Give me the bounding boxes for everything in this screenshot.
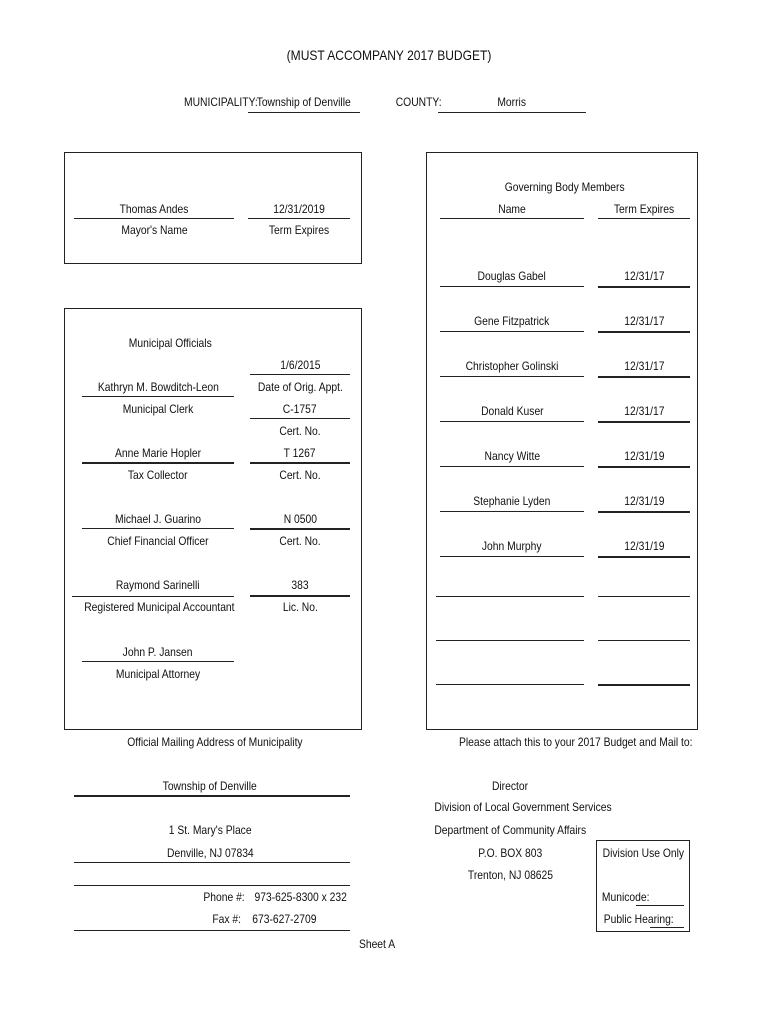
member-term-line <box>598 421 690 423</box>
member-term: 12/31/19 <box>623 494 665 508</box>
governing-term-header: Term Expires <box>613 202 675 216</box>
governing-blank-line <box>436 684 584 685</box>
rma-lic-label: Lic. No. <box>282 600 318 614</box>
member-term-line <box>598 331 690 333</box>
cfo-role: Chief Financial Officer <box>107 534 209 548</box>
clerk-name: Kathryn M. Bowditch-Leon <box>97 380 219 394</box>
member-term: 12/31/19 <box>623 449 665 463</box>
member-term: 12/31/19 <box>623 539 665 553</box>
governing-blank-line <box>436 640 584 641</box>
rma-name-line <box>72 596 234 597</box>
tax-cert: T 1267 <box>284 446 316 460</box>
governing-name-header-line <box>440 218 584 219</box>
municipality-label: MUNICIPALITY: <box>184 95 258 109</box>
tax-cert-label: Cert. No. <box>279 468 321 482</box>
public-hearing-line <box>650 927 684 928</box>
public-hearing-label: Public Hearing: <box>603 912 674 926</box>
mayor-name-label: Mayor's Name <box>120 223 188 237</box>
rma-role: Registered Municipal Accountant <box>84 600 235 614</box>
attorney-role: Municipal Attorney <box>115 667 201 681</box>
member-term-line <box>598 511 690 513</box>
mayor-name: Thomas Andes <box>119 202 189 216</box>
municode-line <box>636 905 684 906</box>
phone-value: 973-625-8300 x 232 <box>254 890 347 904</box>
rma-lic: 383 <box>291 578 309 592</box>
governing-blank-line <box>598 640 690 641</box>
mailing-city-line <box>74 862 350 863</box>
cfo-name-line <box>82 528 234 529</box>
clerk-date-label: Date of Orig. Appt. <box>257 380 343 394</box>
county-value: Morris <box>497 95 527 109</box>
municipality-underline <box>248 112 360 113</box>
member-name: John Murphy <box>482 539 542 553</box>
governing-term-header-line <box>598 218 690 219</box>
clerk-cert-line <box>250 418 350 419</box>
tax-cert-line <box>250 462 350 464</box>
page-title: (MUST ACCOMPANY 2017 BUDGET) <box>286 47 492 63</box>
tax-role: Tax Collector <box>128 468 188 482</box>
member-name: Nancy Witte <box>484 449 540 463</box>
sheet-label: Sheet A <box>358 937 396 951</box>
member-term-line <box>598 466 690 468</box>
mailing-name: Township of Denville <box>162 779 258 793</box>
county-underline <box>438 112 586 113</box>
officials-title: Municipal Officials <box>128 336 212 350</box>
rma-name: Raymond Sarinelli <box>116 578 200 592</box>
member-term-line <box>598 556 690 558</box>
member-name: Stephanie Lyden <box>473 494 551 508</box>
governing-name-header: Name <box>498 202 526 216</box>
governing-blank-line <box>598 596 690 597</box>
mailing-bottom-line <box>74 930 350 931</box>
division-use-title: Division Use Only <box>602 846 685 860</box>
municipality-value: Township of Denville <box>256 95 352 109</box>
member-term: 12/31/17 <box>623 359 665 373</box>
cfo-cert: N 0500 <box>283 512 317 526</box>
member-name: Douglas Gabel <box>477 269 547 283</box>
send-to-line5: Trenton, NJ 08625 <box>467 868 553 882</box>
member-name-line <box>440 331 584 332</box>
fax-value: 673-627-2709 <box>252 912 317 926</box>
municode-label: Municode: <box>601 890 650 904</box>
mailing-title: Official Mailing Address of Municipality <box>127 735 303 749</box>
member-name-line <box>440 511 584 512</box>
rma-lic-line <box>250 595 350 597</box>
governing-blank-line <box>436 596 584 597</box>
send-to-line1: Director <box>491 779 529 793</box>
member-name-line <box>440 286 584 287</box>
member-name-line <box>440 376 584 377</box>
clerk-role: Municipal Clerk <box>122 402 194 416</box>
mayor-term-line <box>248 218 350 219</box>
mayor-term: 12/31/2019 <box>273 202 325 216</box>
member-name-line <box>440 421 584 422</box>
send-to-title: Please attach this to your 2017 Budget and Mail to: <box>459 735 693 749</box>
tax-name-line <box>82 462 234 464</box>
send-to-line2: Division of Local Government Services <box>434 800 612 814</box>
governing-blank-line <box>598 684 690 686</box>
member-term-line <box>598 376 690 378</box>
phone-label: Phone #: <box>203 890 245 904</box>
attorney-name-line <box>82 661 234 662</box>
attorney-name: John P. Jansen <box>123 645 193 659</box>
fax-label: Fax #: <box>212 912 242 926</box>
mailing-street: 1 St. Mary's Place <box>168 823 252 837</box>
member-term: 12/31/17 <box>623 404 665 418</box>
mailing-name-line <box>74 795 350 797</box>
member-name: Christopher Golinski <box>465 359 559 373</box>
member-term: 12/31/17 <box>623 314 665 328</box>
member-name-line <box>440 466 584 467</box>
member-name-line <box>440 556 584 557</box>
send-to-line3: Department of Community Affairs <box>434 823 586 837</box>
member-term-line <box>598 286 690 288</box>
member-term: 12/31/17 <box>623 269 665 283</box>
clerk-date-line <box>250 374 350 375</box>
mailing-blank-line <box>74 885 350 886</box>
clerk-date: 1/6/2015 <box>279 358 321 372</box>
governing-title: Governing Body Members <box>505 180 625 194</box>
county-label: COUNTY: <box>395 95 442 109</box>
tax-name: Anne Marie Hopler <box>114 446 202 460</box>
governing-box <box>426 152 698 730</box>
mayor-term-label: Term Expires <box>268 223 330 237</box>
member-name: Donald Kuser <box>480 404 544 418</box>
cfo-cert-label: Cert. No. <box>279 534 321 548</box>
cfo-cert-line <box>250 528 350 530</box>
clerk-cert-label: Cert. No. <box>279 424 321 438</box>
mayor-name-line <box>74 218 234 219</box>
cfo-name: Michael J. Guarino <box>114 512 202 526</box>
send-to-line4: P.O. BOX 803 <box>477 846 543 860</box>
clerk-name-line <box>82 396 234 397</box>
mailing-city: Denville, NJ 07834 <box>166 846 254 860</box>
clerk-cert: C-1757 <box>283 402 317 416</box>
member-name: Gene Fitzpatrick <box>474 314 550 328</box>
